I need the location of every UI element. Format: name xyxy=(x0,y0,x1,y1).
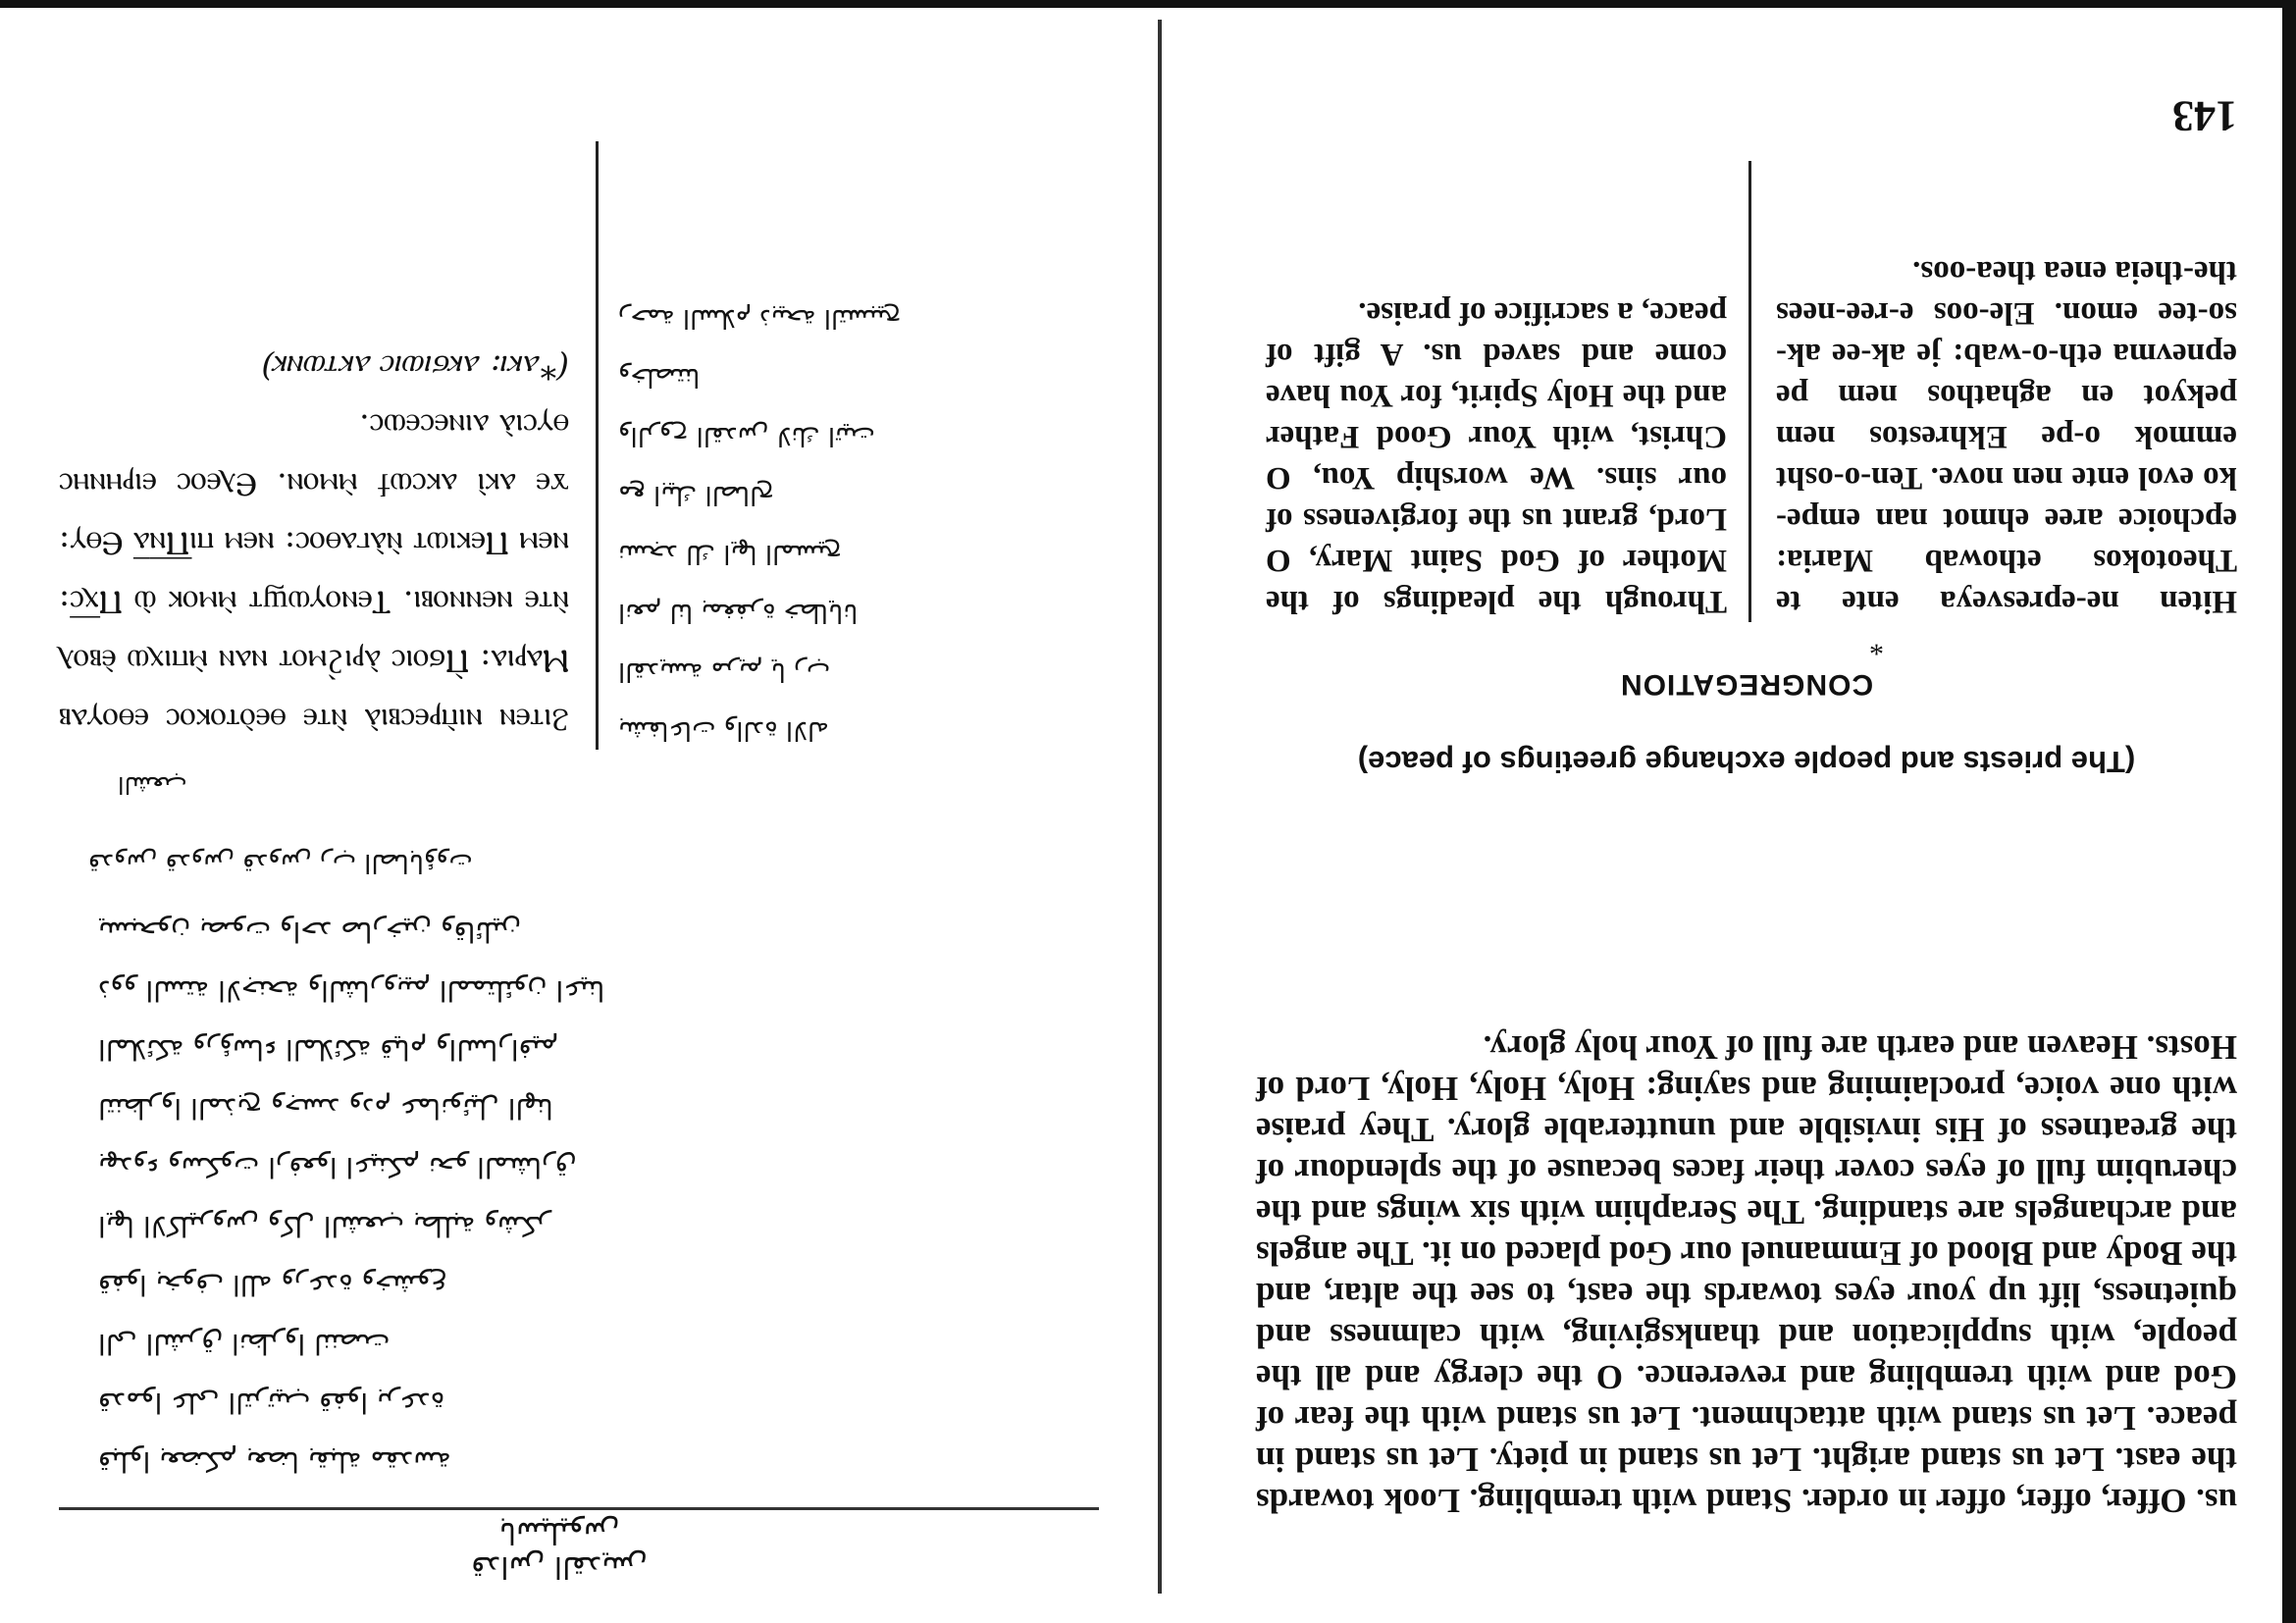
arabic-line: قدموا على الترتيب قفوا برعدة xyxy=(98,1387,445,1419)
arabic-column-line: القديسة مريم يا رب xyxy=(618,656,831,686)
arabic-column-line: بشفاعات والدة الاله xyxy=(618,715,829,745)
arabic-line: الملائكة ورؤساء الملائكة قيام والسارافيم xyxy=(98,1033,559,1066)
english-column: Through the pleadings of the Mother of God Saint Mary, O Lord, grant us the forgiveness of our sins. We worship You, O Christ, with Your Good Father and the Holy Spirit, for You have come and saved us. A gift of peace, a sacrifice of praise. xyxy=(1266,295,1727,619)
arabic-line: لتنظروا المذبح وجسد ودم عمانوئيل الهنا xyxy=(98,1092,553,1125)
arabic-column xyxy=(618,288,1070,759)
arabic-column-line: رحمة السلام ذبيحة التسبيح xyxy=(618,303,902,333)
arabic-line: ايها الاكليروس وكل الشعب بطلبة وشكر xyxy=(98,1210,551,1242)
arabic-paragraph xyxy=(98,902,1079,1491)
arabic-column-line: مع ابيك الصالح xyxy=(618,480,774,509)
scan-edge-bottom xyxy=(0,0,2296,8)
coptic-column xyxy=(59,338,569,750)
column-divider xyxy=(596,141,599,750)
asterisk-mark: * xyxy=(1869,629,1884,661)
arabic-line: ذوو الستة الاجنحة والشاروبيم الممتلئون اعينا xyxy=(98,974,605,1007)
rubric: (The priests and people exchange greetings of peace) xyxy=(1357,745,2136,779)
book-gutter xyxy=(1158,20,1162,1594)
arabic-column-line: انعم لنا بمغفرة خطايانا xyxy=(618,598,859,627)
scan-edge-side xyxy=(2282,0,2296,1623)
arabic-title: قداس القديس باسيليوس xyxy=(471,1515,648,1584)
arabic-line: قبلوا بعضكم بعضا بقبلة مقدسة xyxy=(98,1445,451,1478)
arabic-coptic-page xyxy=(59,33,1099,1584)
arabic-congregation-label: الشعب xyxy=(118,771,187,799)
arabic-line: بهدوء وسكوت ارفعوا اعينكم نحو المشارق xyxy=(98,1151,577,1183)
coptic-text: Ϩⲓⲧⲉⲛ ⲛⲓⲡ̀ⲣⲉⲥⲃⲓⲁ̀ ⲛ̀ⲧⲉ ⲑⲉⲟ̀ⲧⲟⲕⲟⲥ ⲉⲑⲟⲩⲁⲃ Ⲙⲁⲣⲓⲁ: Ⲡ̀ϭⲟⲓⲥ ⲁ̀ⲣⲓϩ̀ⲙⲟⲧ ⲛⲁⲛ ⲙ̀ⲡⲓⲭⲱ ⲉ̀ⲃⲟⲗ ⲛ̀ⲧⲉ ⲛⲉⲛⲛⲟⲃⲓ. Ⲧⲉⲛⲟⲩⲱϣⲧ ⲙ̀ⲙⲟⲕ ⲱ̀ Ⲡⲭ̅ⲥ̅: ⲛⲉⲙ Ⲡⲉⲕⲓⲱⲧ ⲛ̀ⲁ̀ⲅⲁⲑⲟⲥ: ⲛⲉⲙ ⲡⲓⲠ̅ⲛ̅ⲁ̅ Ⲉⲑⲩ: ϫⲉ ⲁⲕⲓ̀ ⲁⲕⲥⲱϯ ⲙ̀ⲙⲟⲛ. Ⲉⲗⲉⲟⲥ ⲉⲓⲣⲏⲛⲏⲥ ⲑⲩⲥⲓⲁ̀ ⲁⲓⲛⲉⲥⲉⲱⲥ. xyxy=(59,407,569,740)
arabic-subline: قدوس قدوس قدوس رب الصاباؤوت xyxy=(88,848,473,877)
transliteration-column: Hiten ne-epresveya ente te Theotokos ethowab Maria: epchoice aree ehmot nan empe-ko evol ente nen nove. Ten-o-osht emmok o-pe Ekhrestos nem pekyot en aghathos nem pe epnevma eth-o-wab: je ak-ee ak-so-tee emon. Ele-oos e-ree-nees the-theia enea thea-oos. xyxy=(1776,254,2237,619)
arabic-column-line: والروح القدس لانك اتيت xyxy=(618,421,875,450)
column-divider xyxy=(1748,161,1751,622)
arabic-column-line: نسجد لك ايها المسيح xyxy=(618,539,842,568)
english-page xyxy=(1197,33,2237,1564)
english-paragraph: us. Offer, offer, offer in order. Stand with trembling. Look towards the east. Let us stand aright. Let us stand in piety. Let us stand in peace. Let us stand with attachment. Let us stand with the fear of God and with trembling and reverence. O the clergy and all the people, with supplication and thanksgiving, with calmness and quietness, lift up your eyes towards the east, to see the altar, and the Body and Blood of Emmanuel our God placed on it. The angels and archangels are standing. The Seraphim with six wings and the cherubim full of eyes cover their faces because of the splendour of the greatness of His invisible and unutterable glory. They praise with one voice, proclaiming and saying: Holy, Holy, Holy, Lord of Hosts. Heaven and earth are full of Your holy glory. xyxy=(1256,1028,2237,1520)
arabic-line: قفوا بخوف الله ورعدة وخشوع xyxy=(98,1269,447,1301)
arabic-column-line: وخلصتنا xyxy=(618,362,701,392)
arabic-line: الى الشرق انظروا لننصت xyxy=(98,1328,391,1360)
congregation-heading: CONGREGATION xyxy=(1619,668,1874,701)
arabic-line: يسبحون بصوت واحد صارخين وقائلين xyxy=(98,916,522,948)
page-number: 143 xyxy=(2172,92,2237,140)
title-rule xyxy=(59,1507,1099,1510)
coptic-footnote: (*ⲁⲕⲓ: ⲁⲕϭⲓⲱⲓⲥ ⲁⲕⲧⲱⲛⲕ) xyxy=(261,348,569,387)
